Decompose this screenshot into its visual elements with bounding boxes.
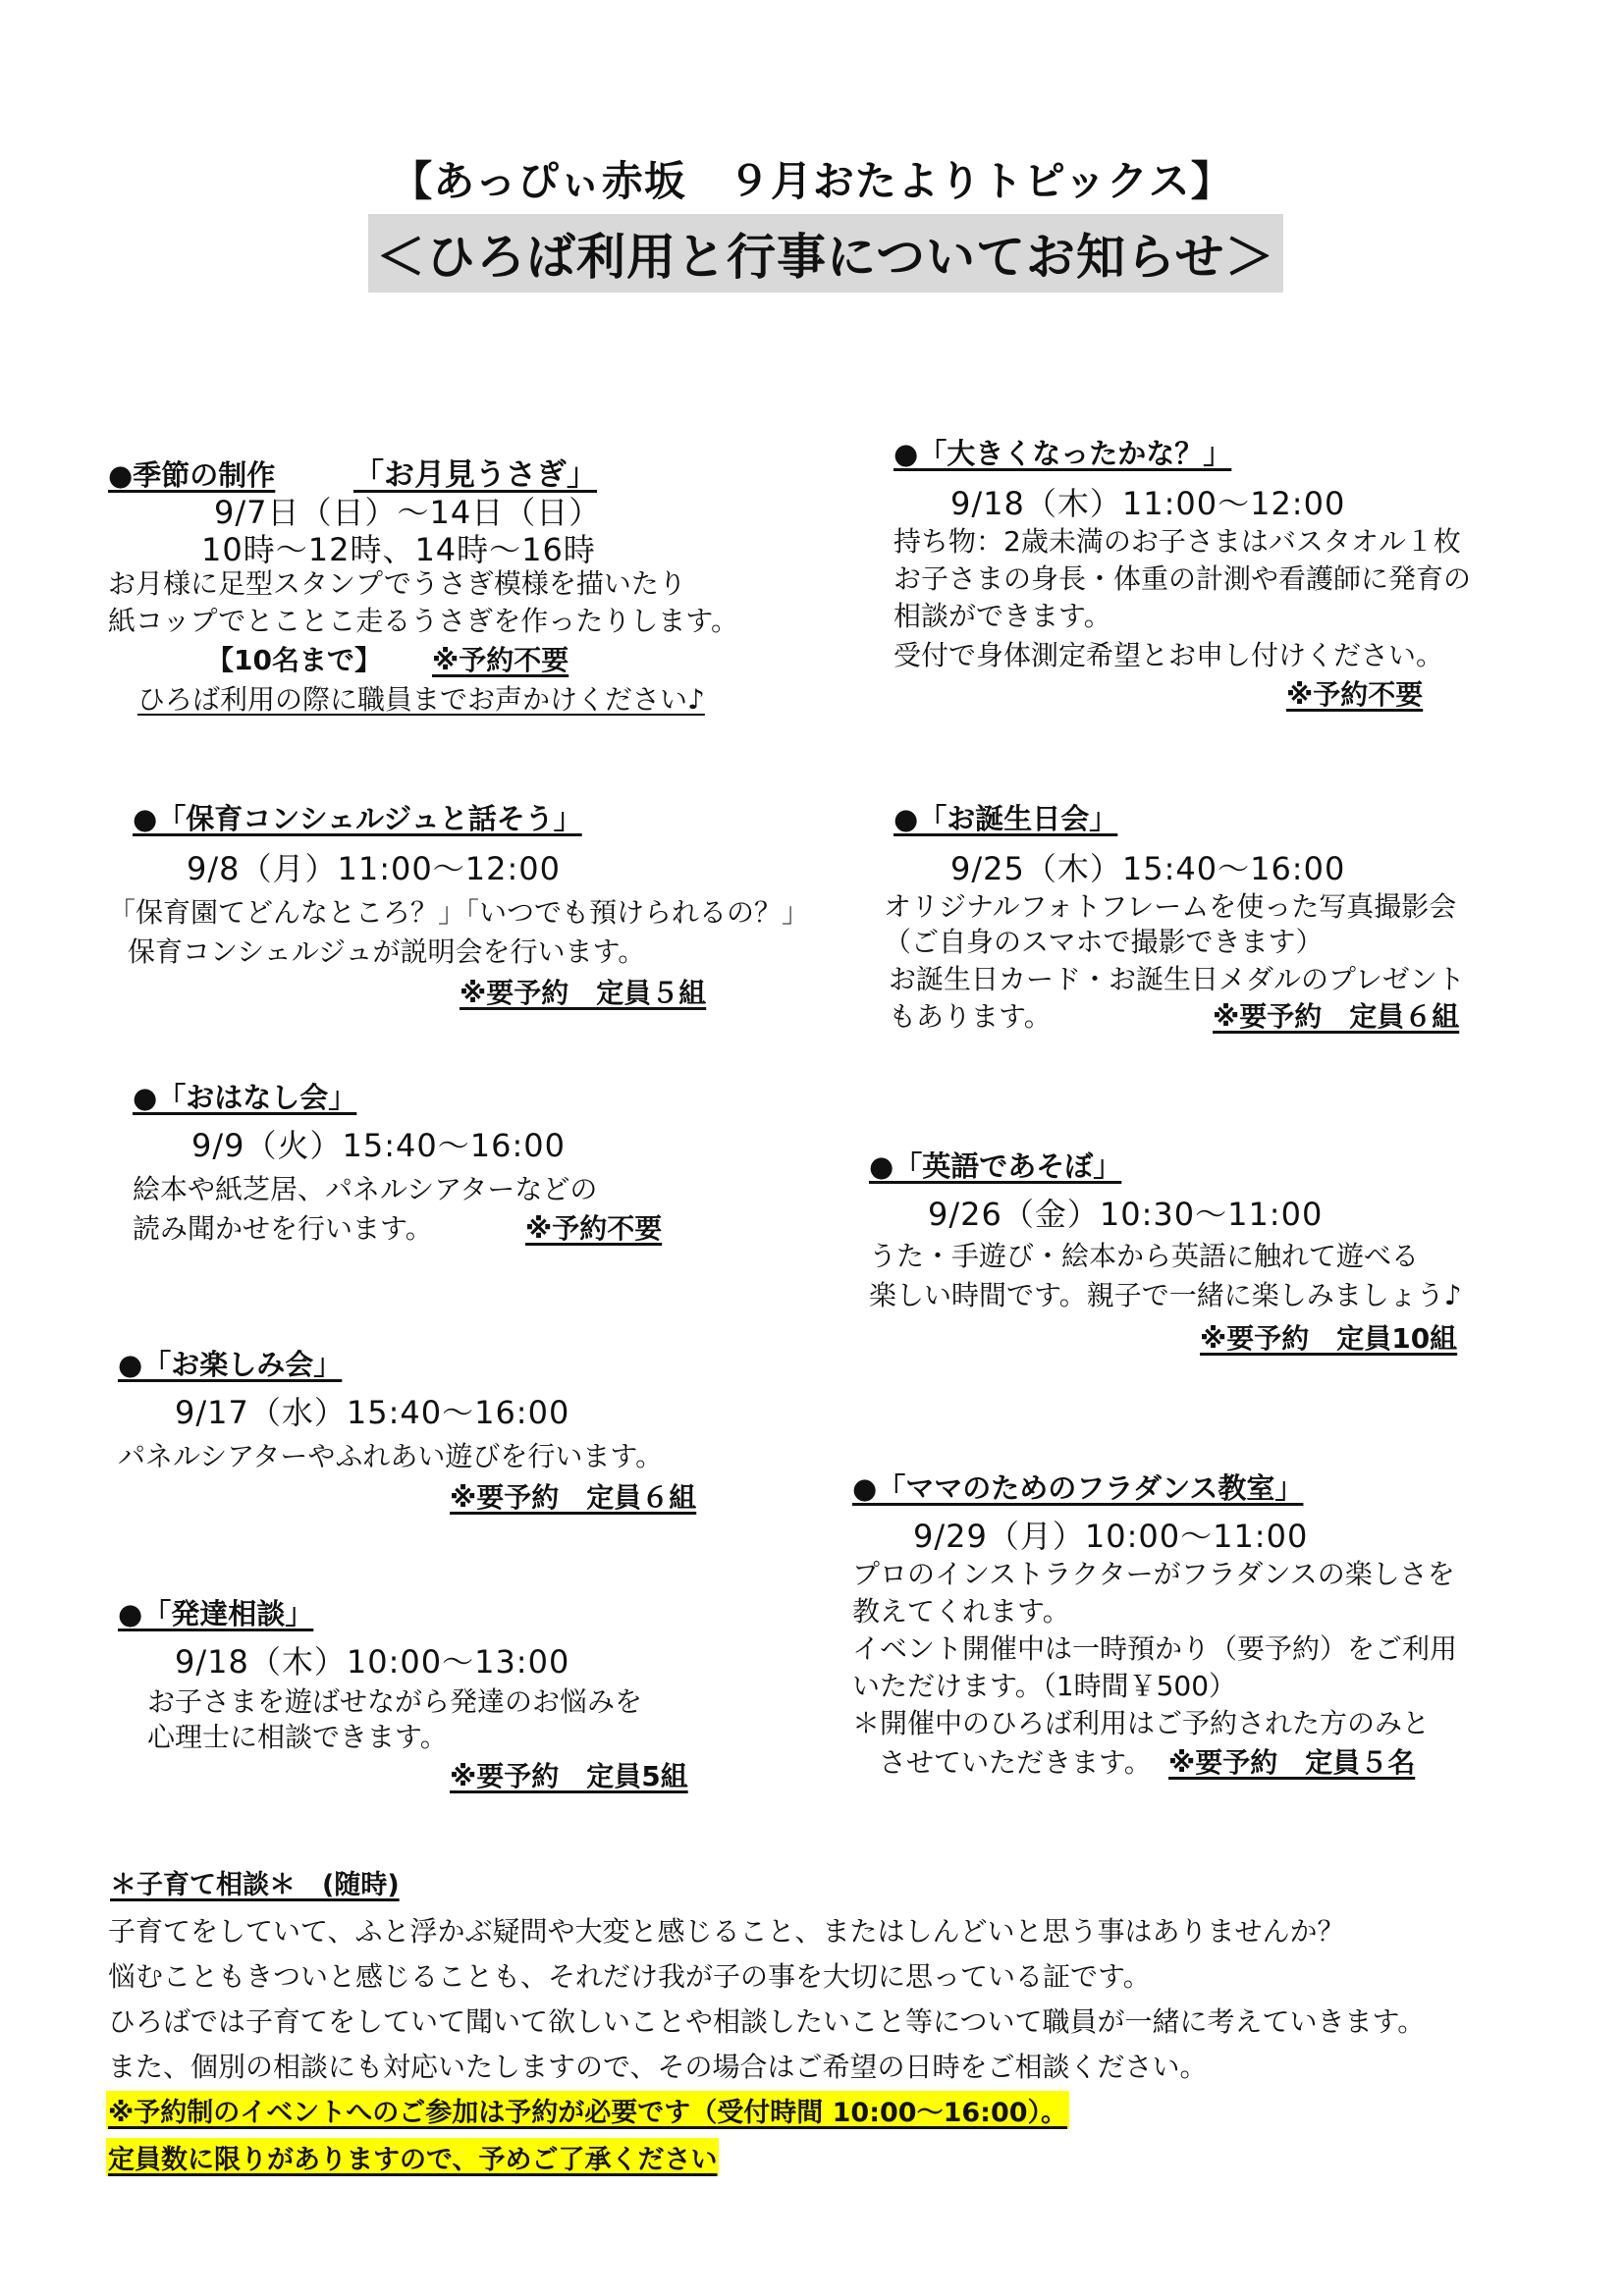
event-date: 9/18（木）11:00～12:00 bbox=[950, 485, 1346, 522]
event-heading: ●「保育コンシェルジュと話そう」 bbox=[133, 802, 582, 835]
event-desc: 教えてくれます。 bbox=[852, 1595, 1070, 1628]
event-heading: ●「お楽しみ会」 bbox=[118, 1348, 343, 1381]
event-desc: いただけます。（1時間￥500） bbox=[852, 1670, 1237, 1702]
event-capacity: 【10名まで】 bbox=[206, 644, 382, 676]
event-date: 9/9（火）15:40～16:00 bbox=[191, 1127, 566, 1164]
event-desc: お子さまの身長・体重の計測や看護師に発育の bbox=[893, 562, 1472, 595]
event-footer: ひろば利用の際に職員までお声かけください♪ bbox=[137, 683, 705, 716]
kosodate-text: 子育てをしていて、ふと浮かぶ疑問や大変と感じること、またはしんどいと思う事はありませんか？ bbox=[108, 1915, 1345, 1948]
event-desc: うた・手遊び・絵本から英語に触れて遊べる bbox=[869, 1240, 1420, 1272]
event-reservation-note: ※予約不要 bbox=[525, 1212, 663, 1245]
event-reservation-note: ※要予約 定員5組 bbox=[450, 1760, 688, 1792]
event-desc: 読み聞かせを行います。 bbox=[133, 1212, 433, 1245]
event-desc: 相談ができます。 bbox=[893, 600, 1111, 632]
event-name: 「お月見うさぎ」 bbox=[353, 457, 597, 493]
event-date: 9/26（金）10:30～11:00 bbox=[928, 1196, 1324, 1233]
event-date: 9/29（月）10:00～11:00 bbox=[913, 1518, 1309, 1555]
event-heading: ●「大きくなったかな？」 bbox=[893, 437, 1232, 470]
event-desc: イベント開催中は一時預かり（要予約）をご利用 bbox=[852, 1632, 1458, 1665]
event-desc: パネルシアターやふれあい遊びを行います。 bbox=[118, 1440, 664, 1472]
event-reservation-note: ※要予約 定員６組 bbox=[1213, 1000, 1460, 1033]
capacity-notice: 定員数に限りがありますので、予めご了承ください bbox=[106, 2138, 719, 2176]
event-desc: お月様に足型スタンプでうさぎ模様を描いたり bbox=[108, 567, 686, 600]
event-heading: ●「発達相談」 bbox=[118, 1597, 314, 1630]
event-desc: （ご自身のスマホで撮影できます） bbox=[884, 926, 1324, 958]
event-desc: 楽しい時間です。親子で一緒に楽しみましょう♪ bbox=[869, 1279, 1462, 1311]
event-desc: 受付で身体測定希望とお申し付けください。 bbox=[893, 639, 1444, 671]
event-desc: もあります。 bbox=[889, 1000, 1052, 1033]
kosodate-text: 悩むこともきついと感じることも、それだけ我が子の事を大切に思っている証です。 bbox=[108, 1960, 1151, 1993]
reservation-notice: ※予約制のイベントへのご参加は予約が必要です（受付時間 10:00～16:00）。 bbox=[106, 2091, 1069, 2129]
kosodate-text: また、個別の相談にも対応いたしますので、その場合はご希望の日時をご相談ください。 bbox=[108, 2051, 1208, 2083]
kosodate-heading: ＊子育て相談＊ (随時) bbox=[110, 1870, 400, 1900]
event-reservation-note: ※要予約 定員５組 bbox=[460, 977, 707, 1009]
event-reservation-note: ※要予約 定員10組 bbox=[1200, 1322, 1458, 1355]
event-heading: ●「英語であそぼ」 bbox=[869, 1149, 1122, 1183]
event-desc: お誕生日カード・お誕生日メダルのプレゼント bbox=[889, 963, 1465, 995]
event-desc: 紙コップでとことこ走るうさぎを作ったりします。 bbox=[108, 605, 739, 637]
event-desc: オリジナルフォトフレームを使った写真撮影会 bbox=[884, 890, 1457, 923]
event-desc: ＊開催中のひろば利用はご予約された方のみと bbox=[852, 1707, 1431, 1739]
event-heading: ●「ママのためのフラダンス教室」 bbox=[852, 1471, 1304, 1505]
event-reservation-note: ※要予約 定員５名 bbox=[1168, 1746, 1416, 1779]
event-desc: 心理士に相談できます。 bbox=[147, 1721, 448, 1753]
event-date: 9/18（木）10:00～13:00 bbox=[175, 1643, 570, 1681]
event-heading: ●「おはなし会」 bbox=[133, 1081, 357, 1114]
event-desc: 持ち物：2歳未満のお子さまはバスタオル１枚 bbox=[893, 525, 1461, 558]
event-reservation-note: ※要予約 定員６組 bbox=[450, 1481, 697, 1514]
page-subtitle: ＜ひろば利用と行事についてお知らせ＞ bbox=[368, 214, 1283, 293]
event-desc: お子さまを遊ばせながら発達のお悩みを bbox=[147, 1685, 643, 1718]
event-desc: 保育コンシェルジュが説明会を行います。 bbox=[128, 935, 646, 968]
event-date: 9/8（月）11:00～12:00 bbox=[187, 850, 561, 887]
event-desc: 絵本や紙芝居、パネルシアターなどの bbox=[133, 1173, 598, 1205]
event-date: 9/17（水）15:40～16:00 bbox=[175, 1394, 570, 1431]
kosodate-text: ひろばでは子育てをしていて聞いて欲しいことや相談したいこと等について職員が一緒に考えていきます。 bbox=[108, 2005, 1426, 2038]
event-time: 10時～12時、14時～16時 bbox=[201, 531, 596, 568]
event-reservation-note: ※予約不要 bbox=[432, 644, 569, 676]
event-date: 9/7日（日）～14日（日） bbox=[214, 494, 602, 531]
event-desc: 「保育園てどんなところ？」「いつでも預けられるの？」 bbox=[108, 896, 810, 929]
event-desc: させていただきます。 bbox=[879, 1746, 1152, 1779]
event-reservation-note: ※予約不要 bbox=[1286, 678, 1424, 711]
event-heading: ●「お誕生日会」 bbox=[893, 802, 1118, 835]
page-title: 【あっぴぃ赤坂 ９月おたよりトピックス】 bbox=[391, 157, 1233, 205]
event-desc: プロのインストラクターがフラダンスの楽しさを bbox=[852, 1558, 1455, 1590]
event-heading: ●季節の制作 bbox=[108, 458, 276, 492]
event-date: 9/25（木）15:40～16:00 bbox=[950, 850, 1346, 887]
